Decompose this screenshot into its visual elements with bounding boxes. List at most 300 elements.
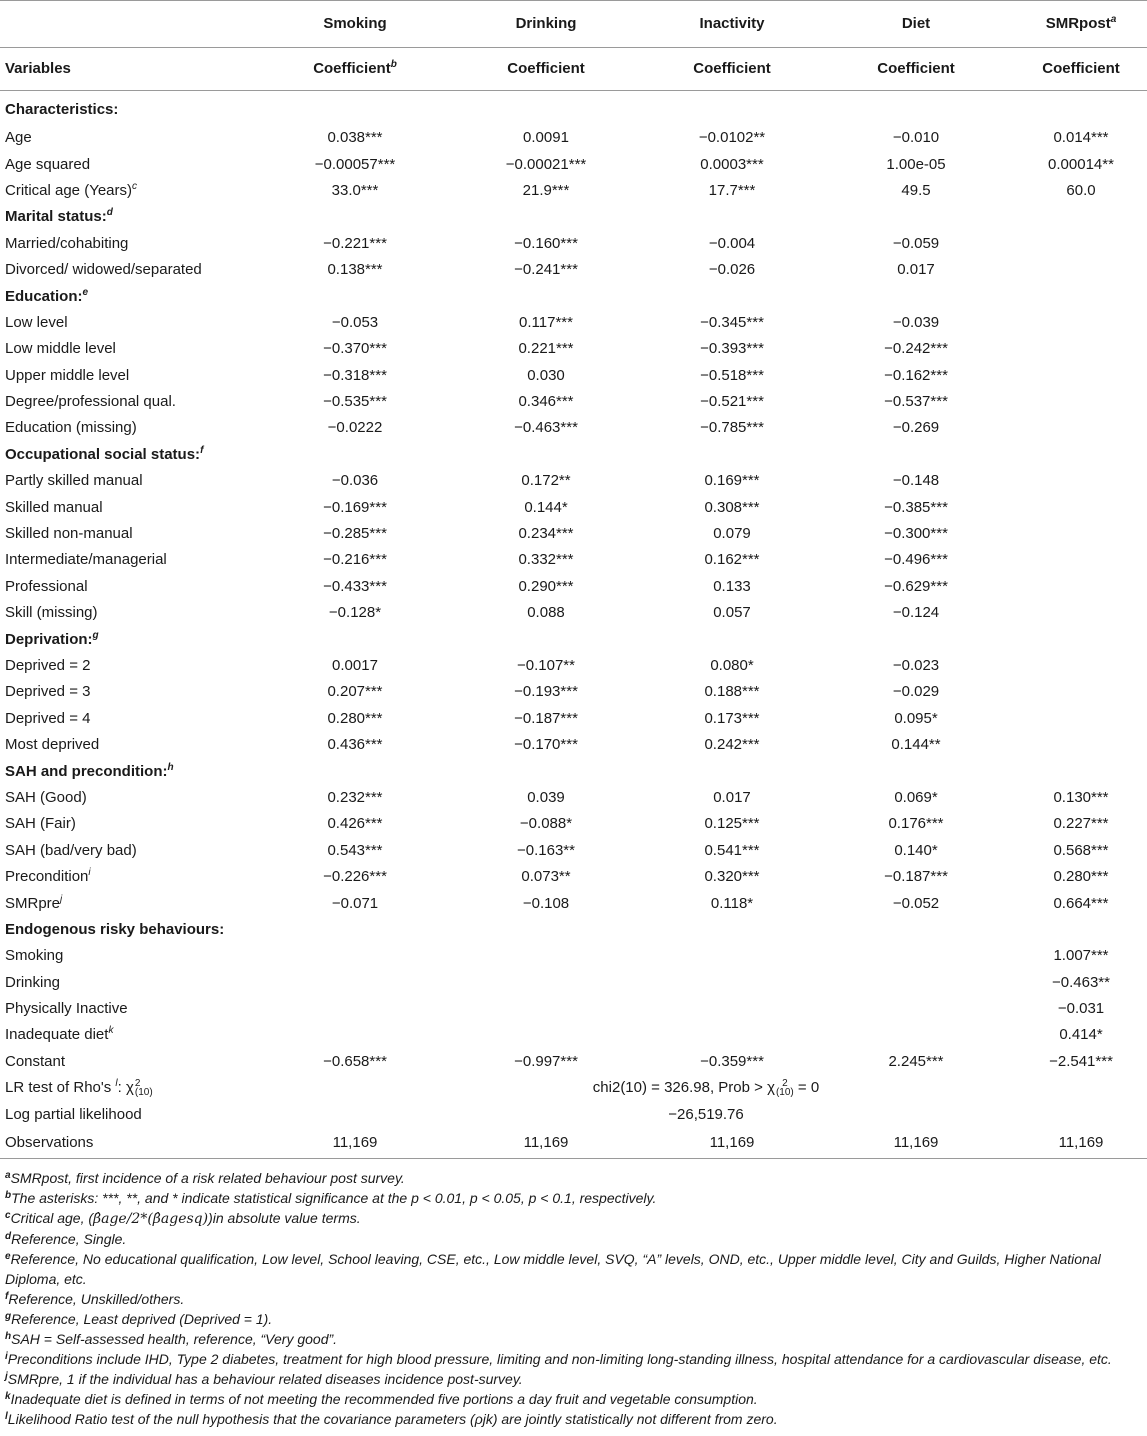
coefficient-cell [1015,363,1147,389]
coefficient-cell [265,758,445,784]
footnote: $^g$Reference, Least deprived (Deprived = 1). [5,1311,273,1327]
observations-value: 11,169 [1015,1128,1147,1159]
coefficient-cell: 0.117*** [519,313,573,331]
footnote-marker: e [82,286,89,298]
footnote-mark: h [5,1331,12,1342]
coefficient-cell: −0.029 [892,683,940,701]
coefficient-cell: −0.0222 [327,419,383,437]
coefficient-cell: −0.216*** [323,551,387,569]
header-diet: Diet [817,1,1015,48]
footnote-marker: c [132,180,137,192]
header-smoking: Smoking [265,1,445,48]
coefficient-cell: 2.245*** [888,1052,944,1070]
table-row [0,1022,1147,1048]
table-row [0,864,1147,890]
coefficient-cell: 0.221*** [518,340,574,358]
variable-label: Divorced/ widowed/separated [5,261,202,279]
coefficient-cell: −0.345*** [700,313,764,331]
variable-label: Most deprived [5,736,100,754]
coefficient-cell [265,626,445,652]
coefficient-cell: −0.300*** [884,525,948,543]
coefficient-cell: −0.535*** [323,393,387,411]
variable-label: Deprived = 2 [5,657,91,674]
coefficient-cell: 0.133 [713,577,751,595]
footnote: $^a$SMRpost, first incidence of a risk related behaviour post survey. [5,1170,405,1186]
coefficient-cell [817,943,1015,969]
table-row [0,521,1147,547]
coefficient-cell: −0.160*** [514,234,578,252]
header-row-names [0,1,1147,48]
coefficient-cell: −0.052 [892,894,940,912]
footnote: $^k$Inadequate diet is defined in terms of not meeting the recommended five portions a day fruit and vegetable consumption. [5,1391,758,1407]
footnote-mark: j [5,1371,8,1382]
coefficient-cell: 0.130*** [1053,788,1109,806]
coefficient-cell: 0.030 [527,366,565,384]
coefficient-cell: −0.00021*** [505,155,587,173]
variable-label: SAH (Fair) [5,815,76,833]
coefficient-cell [1015,231,1147,257]
variable-label: Deprived = 4 [5,709,91,727]
footnote: $^h$SAH = Self-assessed health, reference, “Very good”. [5,1331,338,1347]
table-row [0,811,1147,837]
footnote-mark: g [5,1311,12,1322]
coefficient-cell: 0.232*** [327,788,383,806]
table-row [0,310,1147,336]
coefficient-cell: 0.176*** [888,815,944,833]
coefficient-cell: 0.541*** [704,841,760,859]
variable-label: Age squared [5,155,91,173]
loglik-value: −26,519.76 [668,1105,744,1123]
lr-test-value: chi2(10) = 326.98, Prob > χ 2 (10) = 0 [592,1078,820,1099]
coefficient-cell [817,283,1015,309]
coefficient-cell [265,442,445,468]
header-empty [0,1,265,48]
coefficient-cell [817,917,1015,943]
footnote: $^c$Critical age, (β̂age/2*(β̂agesq))in absolute value terms. [5,1210,361,1227]
coefficient-cell [445,917,647,943]
coefficient-cell: −2.541*** [1049,1052,1113,1070]
table-row [0,178,1147,204]
coefficient-cell: 0.172** [521,472,571,490]
coefficient-cell: −0.170*** [514,736,578,754]
coefficient-cell [265,943,445,969]
section-label: Marital status:$^d$ [5,207,113,226]
coefficient-cell: 0.088 [527,604,565,622]
table-row [0,996,1147,1022]
section-label: SAH and precondition:$^h$ [5,761,174,780]
coefficient-cell: 17.7*** [708,181,756,199]
coefficient-cell: 0.125*** [704,815,760,833]
coefficient-cell: 0.242*** [704,736,760,754]
coefficient-cell: 0.414* [1059,1026,1103,1044]
footnote-marker: k [108,1025,114,1037]
coefficient-cell [647,943,817,969]
coefficient-cell: −0.071 [331,894,379,912]
variable-label: Constant [5,1052,66,1070]
coefficient-cell [817,1022,1015,1048]
coefficient-cell: −0.187*** [514,709,578,727]
header-variables: Variables [0,48,265,91]
coefficient-cell [265,1022,445,1048]
observations-row [0,1128,1147,1159]
coefficient-cell: 0.346*** [518,393,574,411]
coefficient-cell: 0.140* [894,841,938,859]
coefficient-cell: 0.057 [713,604,751,622]
coefficient-cell: 0.207*** [327,683,383,701]
section-label: Education:$^e$ [5,286,89,305]
footnote-mark: f [5,1291,9,1302]
variable-label: Professional [5,577,88,595]
variable-label: Skilled non-manual [5,525,133,543]
coefficient-cell [1015,283,1147,309]
coefficient-cell: 0.069* [894,788,938,806]
coefficient-cell [445,626,647,652]
coefficient-cell: −0.359*** [700,1052,764,1070]
coefficient-cell: 0.227*** [1053,815,1109,833]
coefficient-cell [445,943,647,969]
coefficient-cell [1015,521,1147,547]
coefficient-cell: 0.039 [527,788,565,806]
coefficient-cell: −0.393*** [700,340,764,358]
coefficient-cell: 0.014*** [1053,129,1109,147]
coefficient-cell [647,758,817,784]
table-row [0,363,1147,389]
coefficient-cell: −0.463*** [514,419,578,437]
coefficient-cell [1015,336,1147,362]
coefficient-cell: 0.543*** [327,841,383,859]
coefficient-cell: 0.280*** [1053,868,1109,886]
coefficient-cell: 0.00014** [1048,155,1114,173]
variable-label: SAH (Good) [5,788,87,806]
footnote: $^b$The asterisks: ***, **, and * indicate statistical significance at the p < 0.01, p < 0.05, p < 0.1, respectively. [5,1190,657,1206]
coefficient-cell [445,283,647,309]
coefficient-cell: 0.308*** [704,498,760,516]
coefficient-cell: −0.629*** [884,577,948,595]
table-row [0,415,1147,441]
coefficient-cell [647,442,817,468]
coefficient-cell [647,283,817,309]
coefficient-cell: 0.162*** [704,551,760,569]
loglik-row [0,1101,1147,1127]
table-row [0,125,1147,151]
coefficient-cell: 0.144* [524,498,568,516]
coefficient-cell: −0.169*** [323,498,387,516]
coefficient-cell: 0.095* [894,709,938,727]
coefficient-cell [445,758,647,784]
coefficient-cell: 0.436*** [327,736,383,754]
header-drinking: Drinking [445,1,647,48]
section-header-row [0,283,1147,309]
coefficient-cell: −0.242*** [884,340,948,358]
coefficient-cell: −0.997*** [514,1052,578,1070]
coefficient-cell [647,204,817,230]
coefficient-cell [1015,732,1147,758]
coefficient-cell: 0.426*** [327,815,383,833]
coefficient-cell: −0.163** [517,841,575,859]
observations-value: 11,169 [817,1128,1015,1159]
coefficient-cell: 0.073** [521,868,571,886]
coefficient-cell: 1.00e-05 [886,155,946,173]
lr-test-row [0,1075,1147,1101]
variable-label: Precondition$^i$ [5,867,91,886]
variable-label: Low level [5,313,68,331]
coefficient-cell: −0.026 [708,261,756,279]
variable-label: Skilled manual [5,498,103,516]
coefficient-cell: −0.226*** [323,868,387,886]
coefficient-cell: 33.0*** [331,181,379,199]
section-header-row [0,758,1147,784]
footnote-marker: h [167,761,174,773]
table-row [0,468,1147,494]
table-footnotes [5,1168,1145,1429]
coefficient-cell: 21.9*** [522,181,570,199]
header-row-coefficient [0,48,1147,91]
coefficient-cell [265,204,445,230]
coefficient-cell [647,917,817,943]
table-footer-rows [0,1075,1147,1158]
coefficient-cell [817,442,1015,468]
coefficient-cell: −0.463** [1052,973,1110,991]
coefficient-cell: −0.031 [1057,1000,1105,1018]
coefficient-cell [647,91,817,126]
observations-label: Observations [0,1128,265,1159]
variable-label: Upper middle level [5,366,130,384]
coefficient-cell: −0.370*** [323,340,387,358]
coefficient-cell: −0.108 [522,894,570,912]
coefficient-cell: 0.188*** [704,683,760,701]
coefficient-cell [1015,468,1147,494]
coefficient-cell: −0.658*** [323,1052,387,1070]
coefficient-cell: −0.088* [519,815,573,833]
coefficient-cell [817,970,1015,996]
header-coef-smrpost: Coefficient [1015,48,1147,91]
section-header-row [0,442,1147,468]
coefficient-cell: −0.318*** [323,366,387,384]
coefficient-cell [445,970,647,996]
coefficient-cell [1015,310,1147,336]
loglik-label: Log partial likelihood [5,1105,142,1123]
coefficient-cell: 0.169*** [704,472,760,490]
footnote: $^l$Likelihood Ratio test of the null hypothesis that the covariance parameters (ρjk) are jointly statistically not different from zero. [5,1411,778,1427]
coefficient-cell [1015,653,1147,679]
variable-label: Low middle level [5,340,116,358]
coefficient-cell: 49.5 [901,181,931,199]
coefficient-cell [1015,574,1147,600]
coefficient-cell [1015,442,1147,468]
coefficient-cell: 0.079 [713,525,751,543]
coefficient-cell: −0.004 [708,234,756,252]
coefficient-cell: 0.038*** [327,129,383,147]
footnote-mark: i [5,1351,8,1362]
coefficient-cell: 0.017 [897,261,935,279]
coefficient-cell: −0.537*** [884,393,948,411]
coefficient-cell [1015,917,1147,943]
footnote: $^f$Reference, Unskilled/others. [5,1291,185,1307]
coefficient-cell [1015,415,1147,441]
footnote: $^d$Reference, Single. [5,1231,127,1247]
coefficient-cell: 0.234*** [518,525,574,543]
coefficient-cell: −0.162*** [884,366,948,384]
coefficient-cell: −0.496*** [884,551,948,569]
coefficient-cell: 0.280*** [327,709,383,727]
coefficient-cell: −0.269 [892,419,940,437]
coefficient-cell [445,204,647,230]
coefficient-cell [265,970,445,996]
coefficient-cell [265,996,445,1022]
coefficient-cell: −0.285*** [323,525,387,543]
table-row [0,732,1147,758]
table-row [0,600,1147,626]
variable-label: Age [5,129,32,147]
header-smrpost: SMRpost$^a$ [1015,1,1147,48]
coefficient-cell: −0.0102** [698,129,766,147]
observations-value: 11,169 [445,1128,647,1159]
coefficient-cell [817,91,1015,126]
table-row [0,653,1147,679]
coefficient-cell [647,996,817,1022]
coefficient-cell: −0.221*** [323,234,387,252]
coefficient-cell [265,283,445,309]
coefficient-cell: −0.521*** [700,393,764,411]
coefficient-cell: −0.193*** [514,683,578,701]
coefficient-cell [817,626,1015,652]
coefficient-cell [1015,626,1147,652]
coefficient-cell: −0.124 [892,604,940,622]
footnote-marker: i [88,867,91,879]
variable-label: Physically Inactive [5,1000,128,1018]
variable-label: Education (missing) [5,419,137,437]
footnote: $^e$Reference, No educational qualification, Low level, School leaving, CSE, etc., Low middle level, SVQ, “A” levels, OND, etc., Upper middle level, City and Guilds, Higher National Diploma, etc. [5,1251,1101,1287]
header-coef-smoking: Coefficient$^b$ [265,48,445,91]
footnote-mark: l [5,1411,8,1422]
table-body [0,91,1147,1076]
coefficient-cell [647,626,817,652]
footnote-mark: d [5,1231,12,1242]
table-row [0,943,1147,969]
coefficient-cell [1015,679,1147,705]
footnote-mark: c [5,1210,11,1221]
section-label: Occupational social status:$^f$ [5,444,204,463]
table-row [0,389,1147,415]
table-row [0,231,1147,257]
coefficient-cell: −0.385*** [884,498,948,516]
coefficient-cell: −0.187*** [884,868,948,886]
table-row [0,151,1147,177]
coefficient-cell: 60.0 [1066,181,1096,199]
coefficient-cell: −0.053 [331,313,379,331]
coefficient-cell: −0.241*** [514,261,578,279]
section-header-row [0,917,1147,943]
footnote-marker: d [106,207,113,219]
coefficient-cell [265,917,445,943]
coefficient-cell: −0.433*** [323,577,387,595]
coefficient-cell [445,442,647,468]
coefficient-cell [1015,204,1147,230]
coefficient-cell [445,91,647,126]
footnote-mark: e [5,1251,11,1262]
variable-label: Skill (missing) [5,604,98,622]
variable-label: Critical age (Years)$^c$ [5,180,137,199]
coefficient-cell [1015,389,1147,415]
footnote-marker: g [92,629,99,641]
coefficient-cell [817,204,1015,230]
table-row [0,257,1147,283]
coefficient-cell: −0.039 [892,313,940,331]
table-row [0,706,1147,732]
coefficient-cell: 0.017 [713,788,751,806]
lr-test-label: LR test of Rho's $^l$: χ 2 (10) [5,1078,153,1099]
coefficient-cell [445,1022,647,1048]
variable-label: Degree/professional qual. [5,393,176,411]
observations-value: 11,169 [265,1128,445,1159]
section-header-row [0,626,1147,652]
table-row [0,494,1147,520]
coefficient-cell [817,758,1015,784]
coefficient-cell: −0.023 [892,657,940,674]
table-row [0,838,1147,864]
coefficient-cell: 0.0017 [332,657,378,674]
coefficient-cell: −0.010 [892,129,940,147]
coefficient-cell [1015,547,1147,573]
coefficient-cell [1015,600,1147,626]
section-label: Endogenous risky behaviours: [5,920,225,938]
variable-label: SAH (bad/very bad) [5,841,137,859]
footnote: $^i$Preconditions include IHD, Type 2 diabetes, treatment for high blood pressure, limiting and non-limiting long-standing illness, hospital attendance for a cardiovascular disease, etc. [5,1351,1112,1367]
section-header-row [0,204,1147,230]
coefficient-cell: −0.059 [892,234,940,252]
coefficient-cell: 0.332*** [518,551,574,569]
coefficient-cell: −0.148 [892,472,940,490]
coefficient-cell [1015,758,1147,784]
table-row [0,1049,1147,1075]
coefficient-cell [1015,91,1147,126]
coefficient-cell: 0.080* [710,657,754,674]
footnote-mark: k [5,1391,11,1402]
coefficient-cell: 0.664*** [1053,894,1109,912]
coefficient-cell: −0.518*** [700,366,764,384]
header-inactivity: Inactivity [647,1,817,48]
coefficient-cell: −0.785*** [700,419,764,437]
footnote-marker: j [60,893,63,905]
coefficient-cell [817,996,1015,1022]
section-header-row [0,91,1147,126]
coefficient-cell: 0.118* [710,894,754,912]
footnote-mark: b [5,1190,12,1201]
table-row [0,574,1147,600]
coefficient-cell: 0.0003*** [700,155,764,173]
coefficient-cell: 1.007*** [1053,947,1109,965]
coefficient-cell: 0.138*** [327,261,383,279]
variable-label: Drinking [5,973,61,991]
table-row [0,547,1147,573]
coefficient-cell: 0.568*** [1053,841,1109,859]
coefficient-cell: −0.00057*** [314,155,396,173]
variable-label: Deprived = 3 [5,683,91,701]
table-row [0,785,1147,811]
table-row [0,890,1147,916]
coefficient-cell [647,1022,817,1048]
header-coef-inactivity: Coefficient [647,48,817,91]
coefficient-cell: −0.128* [328,604,382,622]
coefficient-cell: −0.107** [517,657,575,674]
coefficient-cell: 0.290*** [518,577,574,595]
coefficient-cell [1015,257,1147,283]
coefficient-cell [1015,494,1147,520]
header-coef-diet: Coefficient [817,48,1015,91]
coefficient-cell [445,996,647,1022]
header-coef-drinking: Coefficient [445,48,647,91]
coefficient-cell: −0.036 [331,472,379,490]
